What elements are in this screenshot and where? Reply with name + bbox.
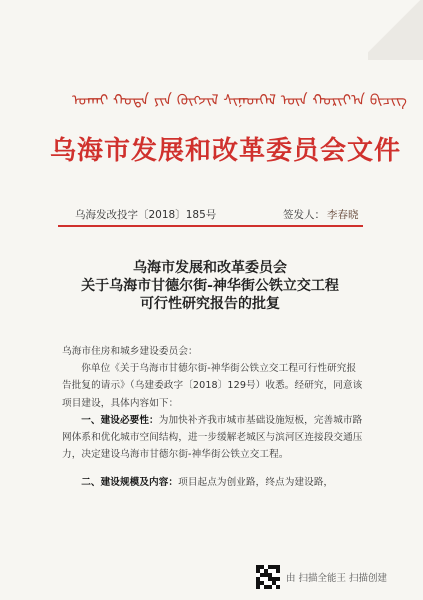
mongolian-header-line: ᠤᠬᠠᠢ ᠬᠣᠳᠠ ᠶᠢᠨ ᠬᠥᠭᠵᠢᠯ ᠰᠢᠨᠡᠳᠬᠡᠯ ᠦᠨ ᠬᠣᠷᠢᠶ᠎ᠠ ᠪᠢᠴᠢᠭ [72, 91, 407, 109]
signer-name: 李春晓 [327, 209, 359, 221]
addressee: 乌海市住房和城乡建设委员会： [62, 346, 198, 357]
document-body [62, 343, 364, 492]
scanner-text: 由 扫描全能王 扫描创建 [286, 573, 388, 584]
signer-label: 签发人： [283, 209, 325, 221]
document-number: 乌海发改投字〔2018〕185号 [75, 209, 217, 221]
header-red-rule [58, 225, 363, 227]
page-fold [368, 0, 423, 60]
scanner-watermark [256, 563, 421, 591]
section-1-heading: 一、建设必要性： [81, 414, 159, 426]
signer [283, 207, 359, 222]
document-title-line: 乌海市发展和改革委员会 [133, 260, 287, 276]
document-title-line: 可行性研究报告的批复 [140, 296, 280, 312]
issuer-header-title: 乌海市发展和改革委员会文件 [50, 136, 402, 166]
section-2-text: 项目起点为创业路，终点为建设路， [178, 477, 334, 489]
section-2-heading: 二、建设规模及内容： [81, 477, 179, 489]
qr-code-icon [256, 565, 280, 589]
section-2 [62, 474, 364, 491]
section-1 [62, 412, 364, 464]
section-1-text: 为加快补齐我市城市基础设施短板，完善城市路网体系和优化城市空间结构，进一步缓解老城区与滨河区连接段交通压力，决定建设乌海市甘德尔街-神华街公铁立交工程。 [62, 414, 363, 461]
intro-paragraph: 你单位《关于乌海市甘德尔街-神华街公铁立交工程可行性研究报告批复的请示》（乌建委政字〔2018〕129号）收悉。经研究，同意该项目建设，具体内容如下： [62, 363, 363, 409]
document-title-line: 关于乌海市甘德尔街-神华街公铁立交工程 [81, 278, 339, 294]
document-title [60, 259, 360, 313]
